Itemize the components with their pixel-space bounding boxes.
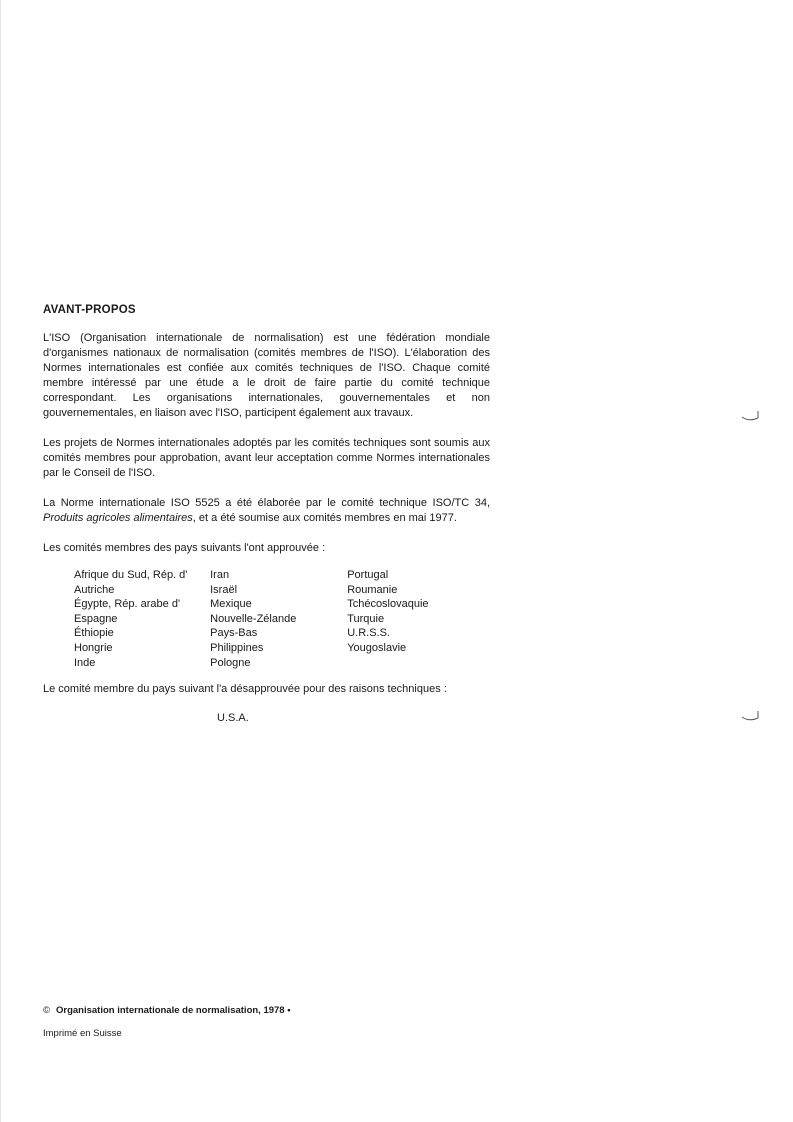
disapproval-intro: Le comité membre du pays suivant l'a désapprouvée pour des raisons techniques :: [43, 683, 447, 696]
country-item: Iran: [210, 569, 230, 581]
approval-intro: Les comités membres des pays suivants l'ont approuvée :: [43, 542, 326, 554]
paragraph-norm-origin: [43, 496, 490, 526]
copyright-text: Organisation internationale de normalisation, 1978 •: [56, 1005, 291, 1016]
binding-mark-icon: [741, 410, 761, 422]
foreword-section: [43, 303, 490, 726]
country-item: Pologne: [210, 656, 251, 669]
disapproved-countries-list: [217, 711, 490, 726]
country-item: Philippines: [210, 641, 264, 654]
country-item: Pays-Bas: [210, 627, 258, 640]
country-item: Israël: [210, 583, 238, 596]
copyright-line: [43, 1005, 291, 1016]
country-item: Espagne: [74, 612, 118, 625]
country-item: Égypte, Rép. arabe d': [74, 598, 181, 611]
paragraph-draft-approval: Les projets de Normes internationales adoptés par les comités techniques sont soumis aux comités membres pour approbation, avant leur acceptation comme Normes internationales par le Conseil de l'ISO.: [43, 437, 490, 479]
approved-countries-list: [74, 568, 490, 670]
country-item: Tchécoslovaquie: [347, 598, 429, 611]
norm-text-start: La Norme internationale ISO 5525 a été élaborée par le comité technique ISO/TC 34,: [43, 497, 490, 509]
paragraph-iso-intro: L'ISO (Organisation internationale de normalisation) est une fédération mondiale d'organismes nationaux de normalisation (comités membres de l'ISO). L'élaboration des Normes internationales est confiée aux comités techniques de l'ISO. Chaque comité membre intéressé par une étude a le droit de faire partie du comité technique correspondant. Les organisations internationales, gouvernementales et non gouvernementales, en liaison avec l'ISO, participent également aux travaux.: [43, 332, 490, 419]
country-item: Autriche: [74, 583, 115, 596]
countries-column-1: [74, 568, 210, 670]
page-edge-line: [0, 0, 1, 1122]
country-item: U.S.A.: [217, 712, 249, 725]
country-item: Éthiopie: [74, 627, 114, 640]
country-item: Inde: [74, 656, 96, 669]
country-item: Turquie: [347, 612, 385, 625]
country-item: Nouvelle-Zélande: [210, 612, 297, 625]
binding-mark-icon: [741, 710, 761, 722]
copyright-icon: ©: [43, 1005, 50, 1016]
printed-location: Imprimé en Suisse: [43, 1028, 122, 1039]
country-item: Yougoslavie: [347, 641, 407, 654]
country-item: Hongrie: [74, 641, 113, 654]
country-item: Afrique du Sud, Rép. d': [74, 569, 188, 581]
country-item: Portugal: [347, 569, 389, 581]
countries-column-3: [347, 568, 490, 670]
countries-column-2: [210, 568, 347, 670]
page-footer: [43, 1005, 291, 1039]
norm-text-end: , et a été soumise aux comités membres en mai 1977.: [192, 512, 457, 524]
country-item: Mexique: [210, 598, 252, 611]
committee-title: Produits agricoles alimentaires: [43, 512, 193, 524]
country-item: Roumanie: [347, 583, 398, 596]
country-item: U.R.S.S.: [347, 627, 390, 640]
section-heading: AVANT-PROPOS: [43, 304, 136, 316]
